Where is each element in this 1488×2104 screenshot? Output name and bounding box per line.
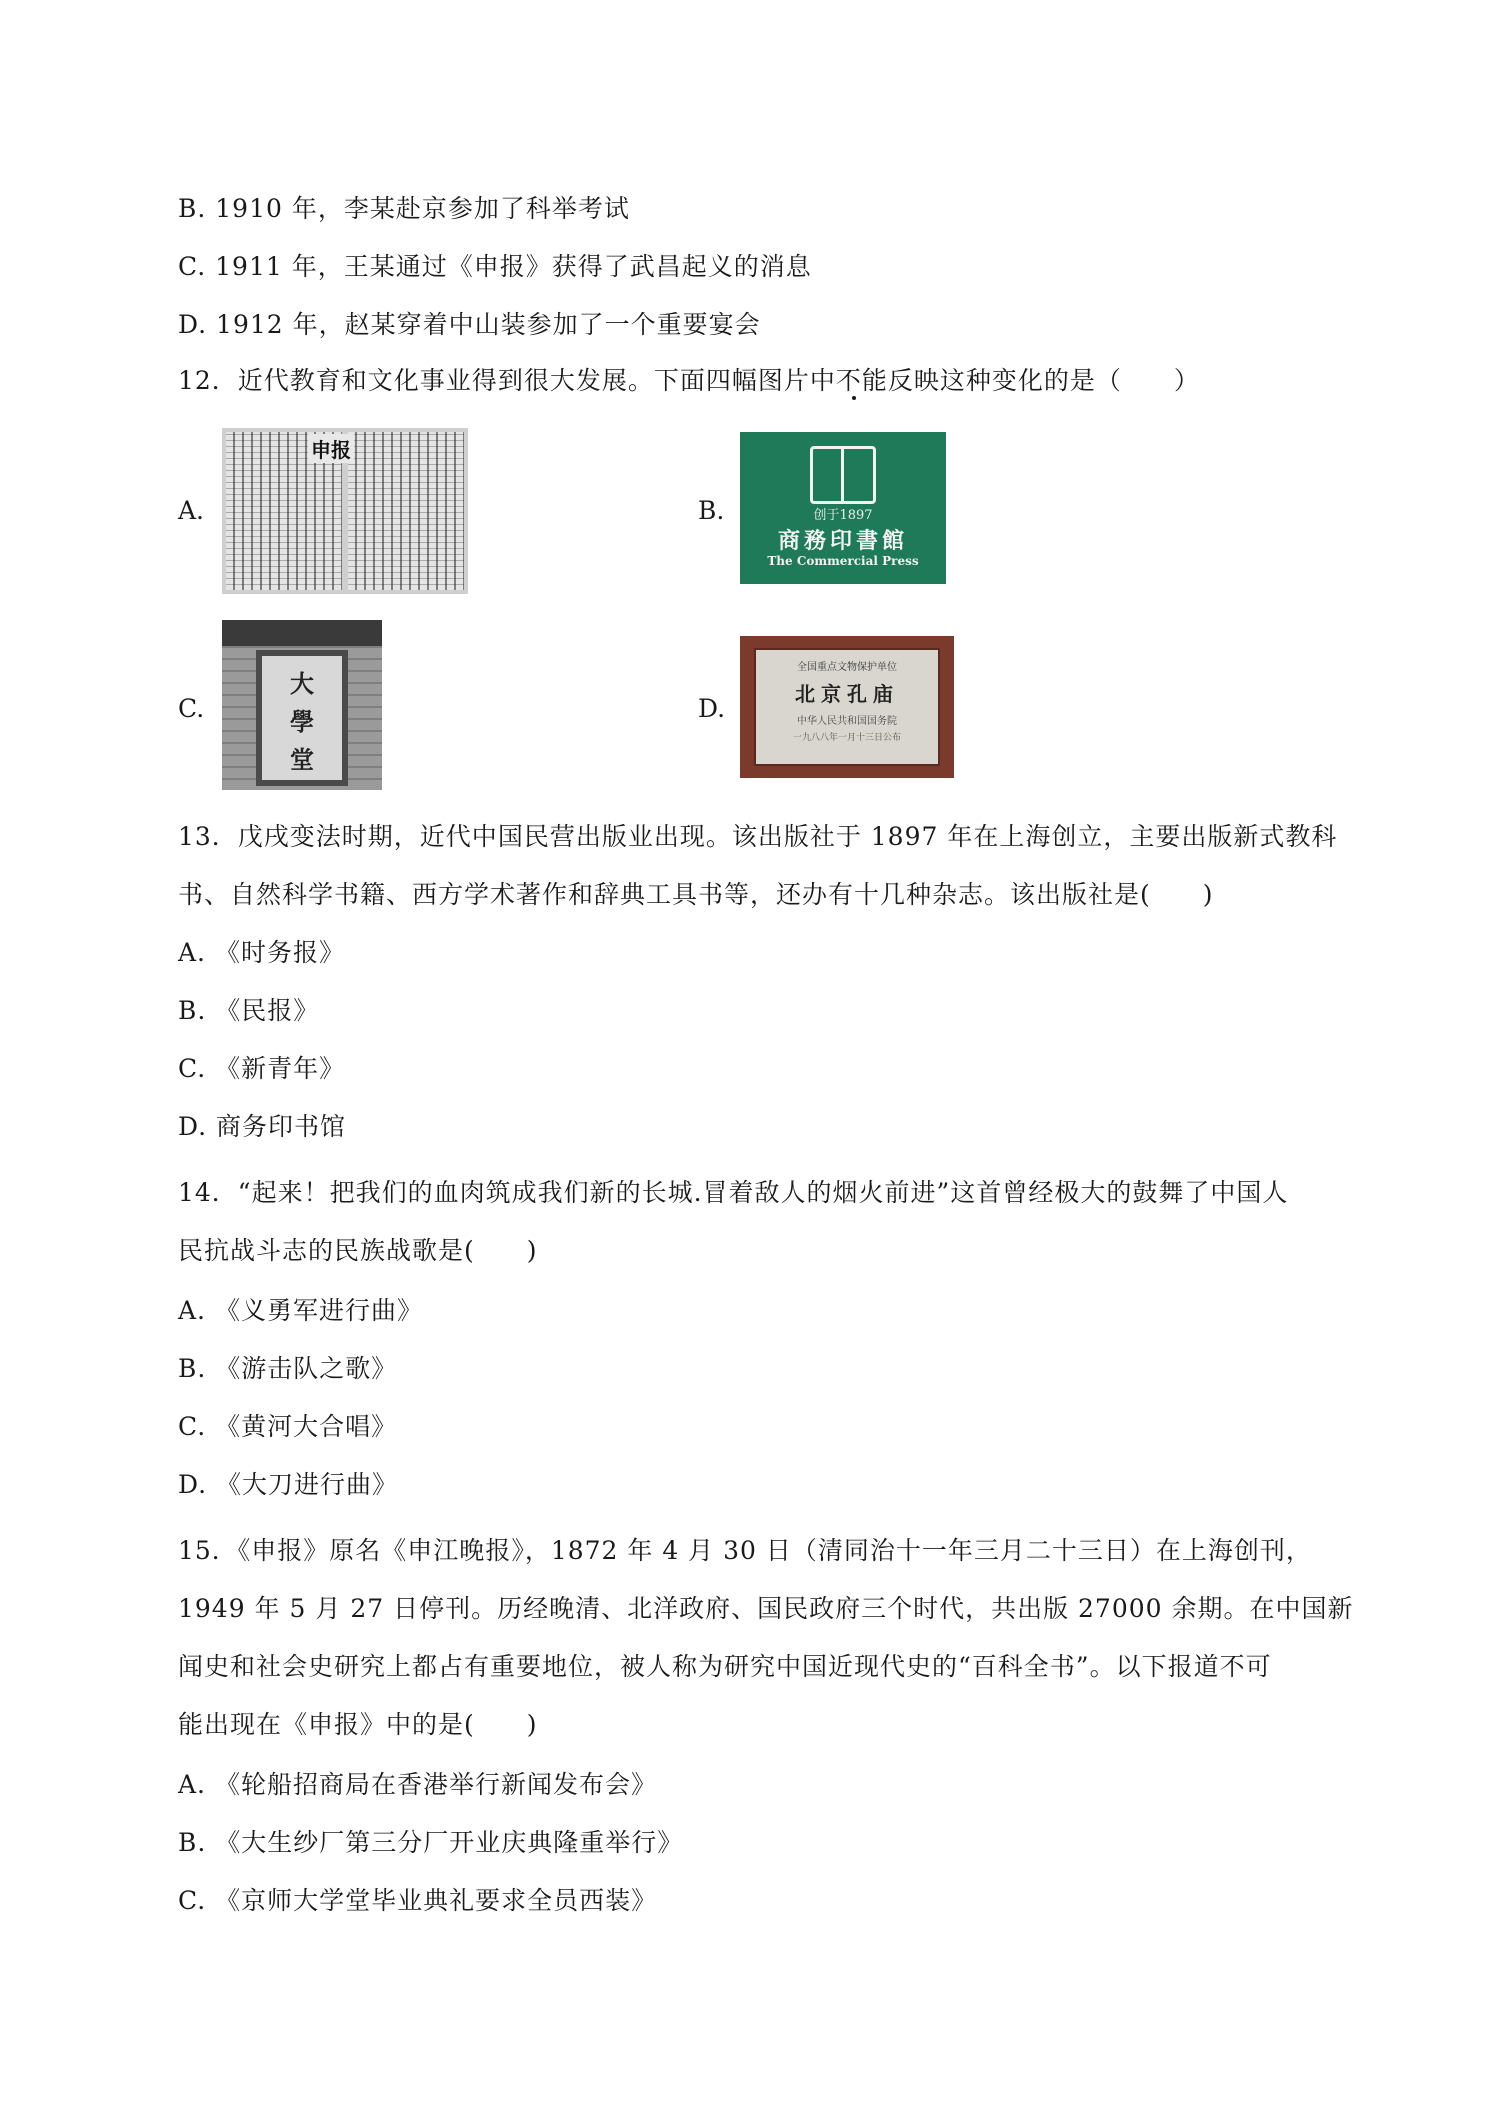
q13-stem — [178, 808, 1338, 924]
q15-stem — [178, 1522, 1354, 1754]
q14-stem — [178, 1164, 1318, 1280]
newspaper-image — [222, 428, 468, 594]
q12-label-a: A. — [178, 496, 205, 525]
q13-stem-line: 书、自然科学书籍、西方学术著作和辞典工具书等，还办有十几种杂志。该出版社是( ) — [178, 880, 1214, 909]
q13-option-b: B. 《民报》 — [178, 996, 320, 1025]
sign-date: 一九八八年一月十三日公布 — [792, 733, 901, 743]
book-icon — [810, 446, 876, 504]
q14-option-a: A. 《义勇军进行曲》 — [178, 1296, 423, 1325]
q11-option-c: C. 1911 年，王某通过《申报》获得了武昌起义的消息 — [178, 252, 812, 281]
plaque-char: 學 — [290, 707, 314, 736]
q15-option-a: A. 《轮船招商局在香港举行新闻发布会》 — [178, 1770, 657, 1799]
q12-label-d: D. — [698, 694, 726, 723]
q14-option-c: C. 《黄河大合唱》 — [178, 1412, 398, 1441]
q11-option-b: B. 1910 年，李某赴京参加了科举考试 — [178, 194, 630, 223]
q14-option-b: B. 《游击队之歌》 — [178, 1354, 398, 1383]
confucius-temple-sign — [740, 636, 954, 778]
q13-stem-line: 13．戊戌变法时期，近代中国民营出版业出现。该出版社于 1897 年在上海创立，主要出版新式教科 — [178, 822, 1338, 851]
q15-option-c: C. 《京师大学堂毕业典礼要求全员西装》 — [178, 1886, 658, 1915]
plaque-char: 大 — [290, 669, 314, 698]
q15-option-b: B. 《大生纱厂第三分厂开业庆典隆重举行》 — [178, 1828, 684, 1857]
sign-authority: 中华人民共和国国务院 — [797, 716, 897, 727]
logo-name-en: The Commercial Press — [767, 554, 919, 568]
logo-established: 创于1897 — [813, 508, 873, 523]
q14-option-d: D. 《大刀进行曲》 — [178, 1470, 399, 1499]
q12-label-c: C. — [178, 694, 205, 723]
q15-stem-line: 能出现在《申报》中的是( ) — [178, 1710, 538, 1739]
q15-stem-line: 闻史和社会史研究上都占有重要地位，被人称为研究中国近现代史的“百科全书”。以下报道不可 — [178, 1652, 1272, 1681]
q14-stem-line: 民抗战斗志的民族战歌是( ) — [178, 1236, 538, 1265]
logo-name-cn: 商務印書館 — [777, 528, 908, 554]
q15-stem-line: 15．《申报》原名《申江晚报》，1872 年 4 月 30 日（清同治十一年三月二十三日）在上海创刊， — [178, 1536, 1312, 1565]
emphasis-dot — [852, 396, 856, 400]
q14-stem-line: 14．“起来！把我们的血肉筑成我们新的长城.冒着敌人的烟火前进”这首曾经极大的鼓舞了中国人 — [178, 1178, 1289, 1207]
plaque-board — [256, 650, 348, 786]
q12-stem: 12．近代教育和文化事业得到很大发展。下面四幅图片中不能反映这种变化的是（ ） — [178, 366, 1200, 395]
sign-top-text: 全国重点文物保护单位 — [797, 662, 897, 673]
q15-stem-line: 1949 年 5 月 27 日停刊。历经晚清、北洋政府、国民政府三个时代，共出版 27000 余期。在中国新 — [178, 1594, 1354, 1623]
q13-option-a: A. 《时务报》 — [178, 938, 345, 967]
q13-option-c: C. 《新青年》 — [178, 1054, 346, 1083]
plaque-char: 堂 — [290, 745, 314, 774]
q12-label-b: B. — [698, 496, 725, 525]
q13-option-d: D. 商务印书馆 — [178, 1112, 347, 1141]
university-plaque-image — [222, 620, 382, 790]
commercial-press-logo — [740, 432, 946, 584]
q11-option-d: D. 1912 年，赵某穿着中山装参加了一个重要宴会 — [178, 310, 761, 339]
newspaper-masthead: 申报 — [308, 434, 354, 463]
sign-name: 北京孔庙 — [795, 682, 899, 706]
